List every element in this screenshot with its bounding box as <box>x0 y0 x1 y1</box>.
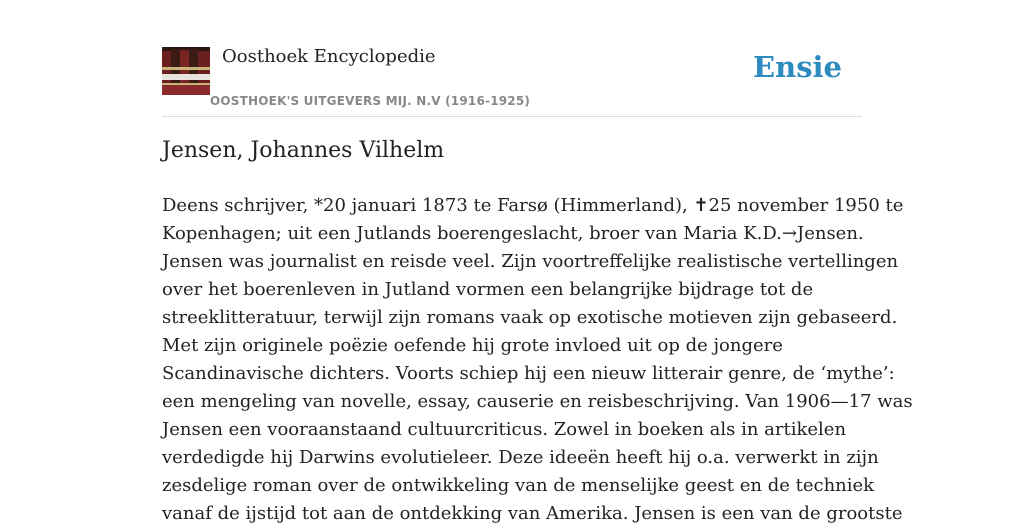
article-body-line: een mengeling van novelle, essay, causerie en reisbeschrijving. Van 1906—17 was <box>162 391 913 412</box>
article-body-line: Kopenhagen; uit een Jutlands boerengeslacht, broer van Maria K.D.→Jensen. <box>162 223 864 244</box>
encyclopedia-books-icon[interactable] <box>162 47 210 95</box>
article-body-line: over het boerenleven in Jutland vormen een belangrijke bijdrage tot de <box>162 279 814 300</box>
article-body-line: zesdelige roman over de ontwikkeling van de menselijke geest en de techniek <box>162 475 875 496</box>
article-body-line: Scandinavische dichters. Voorts schiep hij een nieuw litterair genre, de ‘mythe’: <box>162 363 895 384</box>
brand-logo[interactable]: Ensie <box>753 50 842 84</box>
article-body-line: vanaf de ijstijd tot aan de ontdekking van Amerika. Jensen is een van de grootste <box>162 503 903 524</box>
article-body-line: streeklitteratuur, terwijl zijn romans vaak op exotische motieven zijn gebaseerd. <box>162 307 898 328</box>
article-body <box>162 192 913 528</box>
source-title[interactable]: Oosthoek Encyclopedie <box>222 46 436 67</box>
source-header <box>162 44 862 117</box>
article-body-line: Met zijn originele poëzie oefende hij grote invloed uit op de jongere <box>162 335 783 356</box>
article-body-line: Jensen was journalist en reisde veel. Zijn voortreffelijke realistische vertellingen <box>162 251 899 272</box>
article-body-line: Jensen een vooraanstaand cultuurcriticus. Zowel in boeken als in artikelen <box>162 419 847 440</box>
article-body-line: verdedigde hij Darwins evolutieleer. Deze ideeën heeft hij o.a. verwerkt in zijn <box>162 447 879 468</box>
article-title: Jensen, Johannes Vilhelm <box>162 138 445 163</box>
publisher-name: OOSTHOEK'S UITGEVERS MIJ. N.V (1916-1925) <box>210 94 531 108</box>
article-body-line: Deens schrijver, *20 januari 1873 te Farsø (Himmerland), ✝25 november 1950 te <box>162 195 904 216</box>
